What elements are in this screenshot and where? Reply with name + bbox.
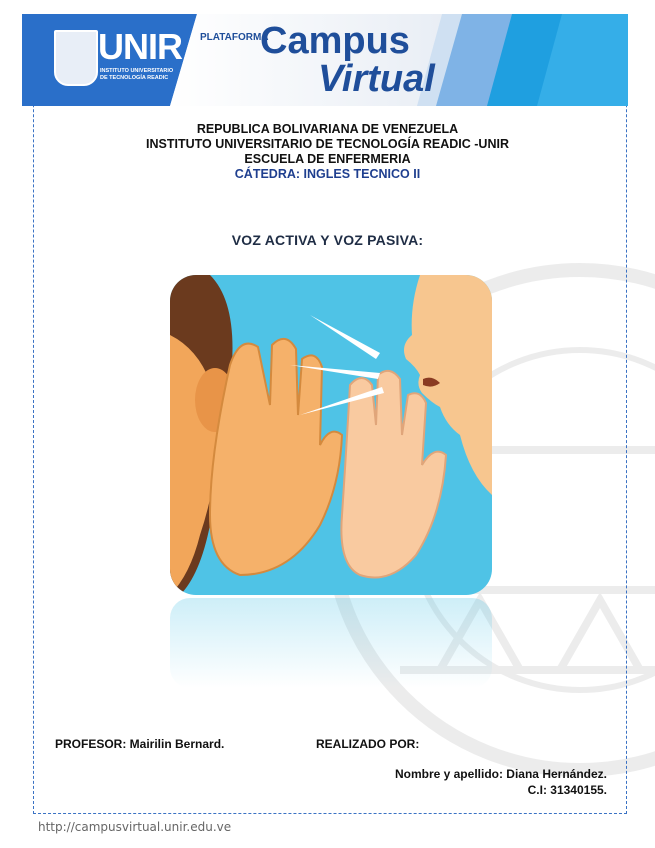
page-title: VOZ ACTIVA Y VOZ PASIVA: [231,232,424,248]
student-name: Nombre y apellido: Diana Hernández. [394,767,607,781]
logo-text: UNIR [98,26,182,67]
header-catedra: CÁTEDRA: INGLES TECNICO II [234,167,421,181]
virtual-label: Virtual [318,58,435,100]
logo-shield-icon [54,30,98,86]
logo-subtitle: INSTITUTO UNIVERSITARIO DE TECNOLOGÍA READIC [100,68,174,81]
realizado-label: REALIZADO POR: [316,737,420,751]
header-line-3: ESCUELA DE ENFERMERIA [244,152,411,166]
campus-url[interactable]: http://campusvirtual.unir.edu.ve [38,820,232,834]
whisper-illustration [170,275,492,595]
unir-logo [48,24,182,94]
student-ci: C.I: 31340155. [527,783,607,797]
plataforma-label: PLATAFORMA [200,32,269,43]
campus-label: Campus [260,20,410,62]
campus-virtual-banner [22,14,628,106]
header-line-1: REPUBLICA BOLIVARIANA DE VENEZUELA [196,122,459,136]
profesor-label: PROFESOR: Mairilin Bernard. [55,737,225,751]
illustration-reflection [170,598,492,688]
header-line-2: INSTITUTO UNIVERSITARIO DE TECNOLOGÍA READIC -UNIR [146,137,509,151]
